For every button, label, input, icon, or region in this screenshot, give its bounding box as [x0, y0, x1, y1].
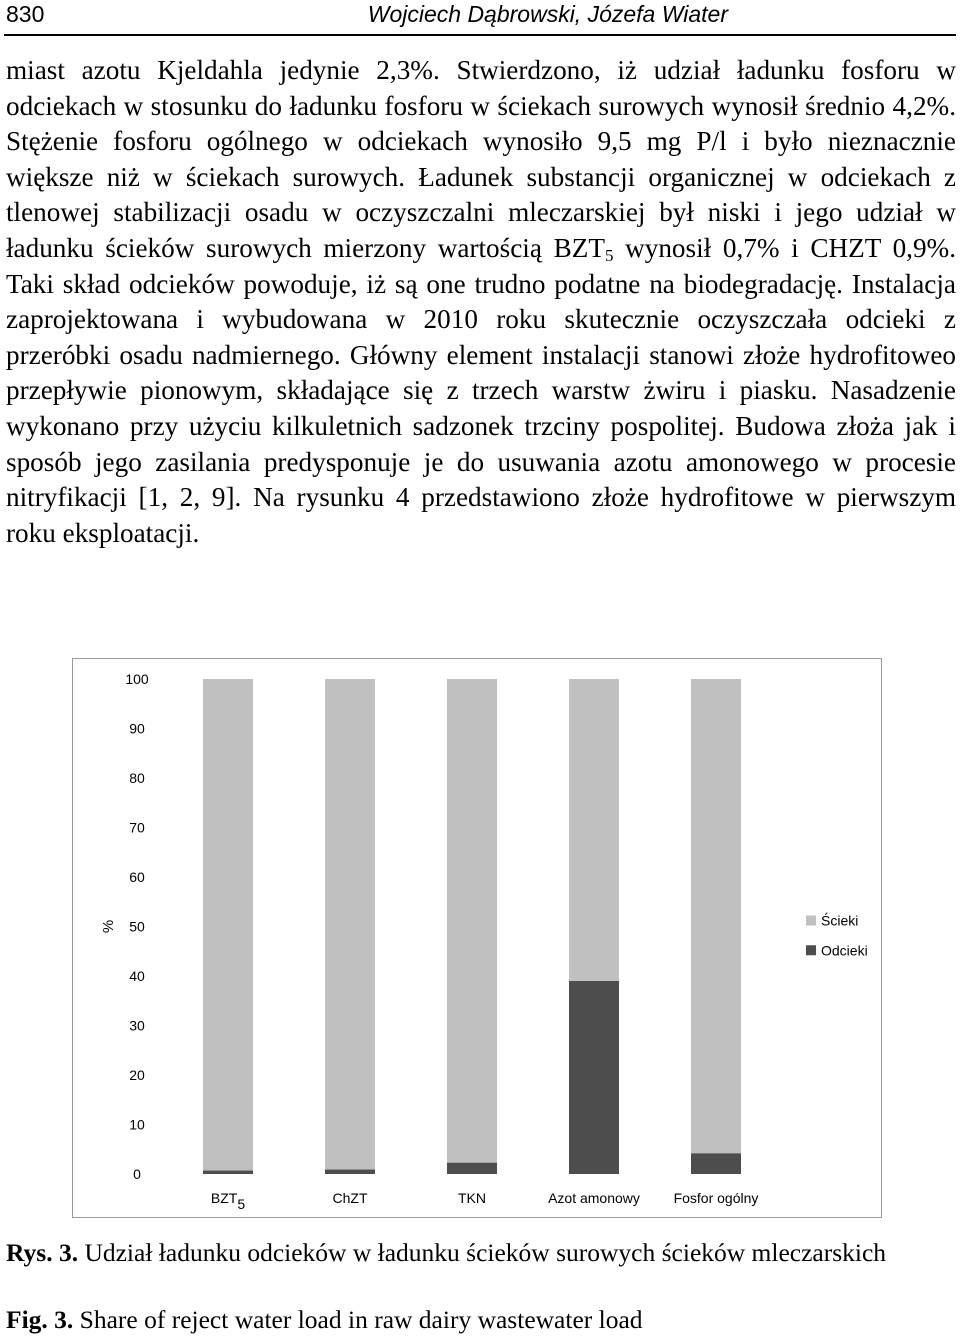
legend-swatch	[806, 916, 816, 926]
y-tick-label: 80	[129, 770, 145, 786]
x-tick-label: Azot amonowy	[548, 1190, 640, 1206]
caption-polish-label: Rys. 3.	[6, 1238, 79, 1267]
bar-scieki	[325, 679, 375, 1170]
x-tick-label: TKN	[458, 1190, 486, 1206]
legend-swatch	[806, 945, 816, 955]
y-tick-label: 100	[125, 671, 149, 687]
y-axis-label: %	[100, 919, 117, 934]
running-header	[4, 0, 956, 36]
bar-odcieki	[691, 1153, 741, 1174]
x-tick-label: Fosfor ogólny	[673, 1190, 759, 1206]
y-tick-label: 20	[129, 1067, 145, 1083]
y-tick-label: 30	[129, 1017, 145, 1034]
bar-scieki	[203, 679, 253, 1171]
caption-english-text: Share of reject water load in raw dairy wastewater load	[73, 1305, 643, 1334]
caption-english-label: Fig. 3.	[6, 1305, 74, 1334]
y-tick-label: 50	[129, 918, 145, 935]
caption-english	[6, 1303, 956, 1336]
legend-label: Ścieki	[821, 912, 859, 929]
bar-odcieki	[203, 1171, 253, 1174]
legend-label: Odcieki	[821, 942, 868, 959]
bar-scieki	[691, 679, 741, 1153]
bar-scieki	[447, 679, 497, 1163]
body-text-part-2: wynosił 0,7% i CHZT 0,9%. Taki skład odcieków powoduje, iż są one trudno podatne na biodegradację. Instalacja zaprojektowana i wybudowana w 2010 roku skutecznie oczyszczała odcieki z przeróbki osadu nadmiernego. Główny element instalacji stanowi złoże hydrofitoweo przepływie pionowym, składające się z trzech warstw żwiru i piasku. Nasadzenie wykonano przy użyciu kilkuletnich sadzonek trzciny pospolitej. Budowa złoża jak i sposób jego zasilania predysponuje je do usuwania azotu amonowego w procesie nitryfikacji [1, 2, 9]. Na rysunku 4 przedstawiono złoże hydrofitowe w pierwszym roku eksploatacji.	[6, 232, 956, 548]
y-tick-label: 70	[129, 819, 145, 836]
x-tick-label: ChZT	[332, 1190, 368, 1206]
y-tick-label: 60	[129, 869, 145, 885]
bar-scieki	[569, 679, 619, 981]
running-header-authors: Wojciech Dąbrowski, Józefa Wiater	[367, 1, 728, 27]
caption-polish	[6, 1236, 956, 1269]
bar-odcieki	[447, 1163, 497, 1174]
bar-odcieki	[569, 981, 619, 1174]
y-tick-label: 0	[133, 1166, 141, 1182]
chart-frame	[72, 658, 882, 1218]
page-number: 830	[6, 1, 45, 27]
body-text-part-1: miast azotu Kjeldahla jedynie 2,3%. Stwierdzono, iż udział ładunku fosforu w odciekach w stosunku do ładunku fosforu w ściekach surowych wynosił średnio 4,2%. Stężenie fosforu ogólnego w odciekach wynosiło 9,5 mg P/l i było nieznacznie większe niż w ściekach surowych. Ładunek substancji organicznej w odciekach z tlenowej stabilizacji osadu w oczyszczalni mleczarskiej był niski i jego udział w ładunku ścieków surowych mierzony wartością BZT	[6, 55, 956, 263]
body-paragraph	[6, 53, 956, 551]
bar-chart	[73, 659, 883, 1219]
bzt-subscript: 5	[604, 245, 614, 265]
y-tick-label: 40	[129, 968, 145, 984]
x-tick-label: BZT5	[210, 1190, 246, 1212]
bar-odcieki	[325, 1170, 375, 1174]
y-tick-label: 90	[129, 720, 145, 737]
y-tick-label: 10	[129, 1116, 145, 1133]
caption-polish-text: Udział ładunku odcieków w ładunku ścieków surowych ścieków mleczarskich	[78, 1238, 887, 1267]
